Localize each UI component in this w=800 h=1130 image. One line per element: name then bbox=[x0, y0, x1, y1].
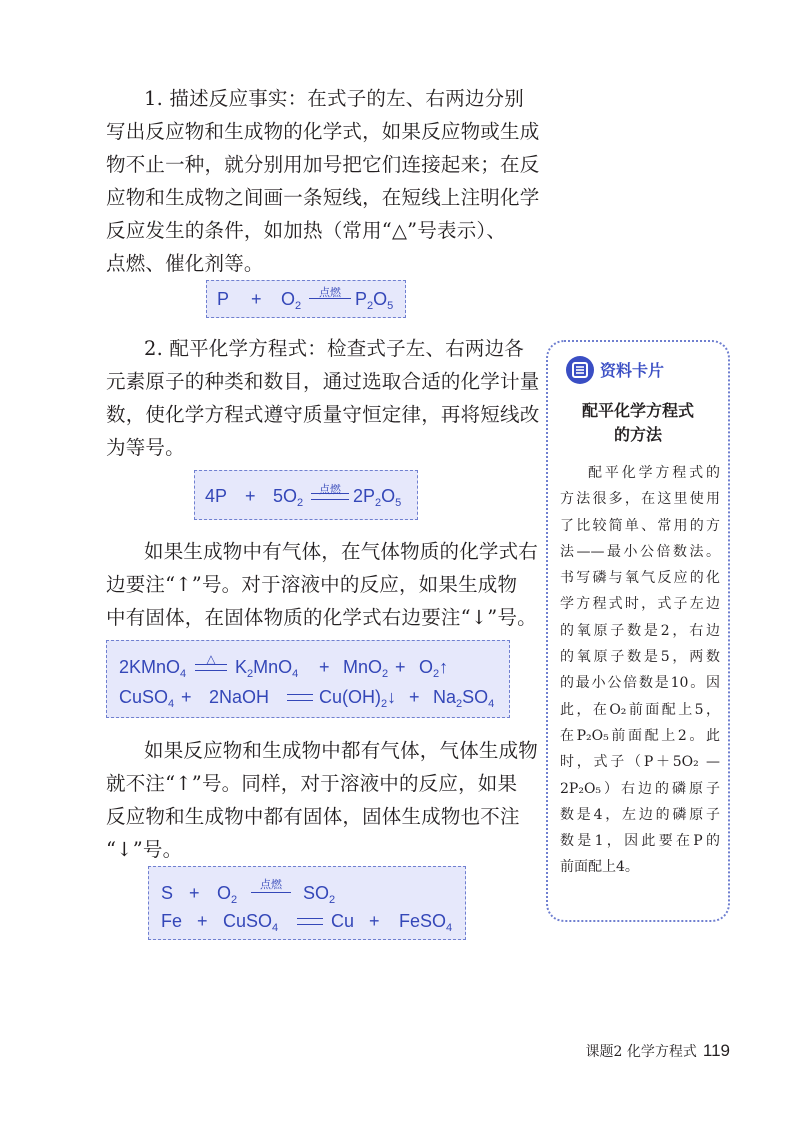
card-text-line: 书写磷与氧气反应的化 bbox=[560, 570, 720, 587]
info-card bbox=[546, 340, 730, 922]
gas-arrow-icon: ↑ bbox=[439, 657, 449, 677]
reaction-condition: 点燃 bbox=[309, 285, 351, 313]
formula: Cu bbox=[331, 911, 355, 931]
card-text-line: 此，在O₂前面配上5， bbox=[560, 701, 720, 718]
card-title: 配平化学方程式 bbox=[581, 401, 694, 420]
formula: Fe bbox=[161, 911, 183, 931]
card-text-line: 数是1，因此要在P的 bbox=[560, 833, 720, 850]
text-line: 边要注“↑”号。对于溶液中的反应，如果生成物 bbox=[106, 573, 518, 596]
chapter-title: 课题2 化学方程式 bbox=[585, 1044, 697, 1060]
formula: $O_2$ bbox=[217, 883, 238, 906]
text-line: 反应物和生成物中都有固体，固体生成物也不注 bbox=[106, 805, 520, 828]
text-line: 点燃、催化剂等。 bbox=[106, 252, 264, 275]
text-line: 1. 描述反应事实：在式子的左、右两边分别 bbox=[144, 87, 525, 110]
card-text-line: 的氧原子数是2，右边 bbox=[560, 622, 720, 639]
formula: $K_2MnO_4$ bbox=[235, 657, 299, 680]
text-line: 2. 配平化学方程式：检查式子左、右两边各 bbox=[144, 337, 525, 360]
reaction-condition: 点燃 bbox=[311, 482, 349, 510]
formula: FeSO$_4$ bbox=[399, 911, 453, 934]
text-line: 如果生成物中有气体，在气体物质的化学式右 bbox=[144, 540, 539, 563]
formula: MnO$_2$ bbox=[343, 657, 389, 680]
card-text-line: 的最小公倍数是10。因 bbox=[560, 675, 720, 692]
card-title-line2: 的方法 bbox=[613, 425, 662, 444]
formula: $Na_2SO_4$ bbox=[433, 687, 495, 710]
equation-box-p-o2-balanced bbox=[194, 470, 418, 520]
text-line: 中有固体，在固体物质的化学式右边要注“↓”号。 bbox=[106, 606, 537, 629]
equals-sign bbox=[287, 683, 313, 711]
formula: CuSO$_4$ bbox=[223, 911, 279, 934]
equals-sign bbox=[297, 907, 323, 935]
text-line: 元素原子的种类和数目，通过选取合适的化学计量 bbox=[106, 370, 540, 393]
card-text-line: 配平化学方程式的 bbox=[588, 465, 720, 481]
equation-box-s-fe bbox=[148, 866, 466, 940]
plus-sign: + bbox=[189, 883, 200, 903]
equation-box-kmno4-cuso4 bbox=[106, 640, 510, 718]
text-line: 物不止一种，就分别用加号把它们连接起来；在反 bbox=[106, 153, 540, 176]
text-line: “↓”号。 bbox=[106, 838, 183, 861]
formula: $Cu(OH)_2↓$ bbox=[319, 687, 397, 710]
formula: $O_2$ bbox=[281, 289, 302, 312]
text-line: 反应发生的条件，如加热（常用“△”号表示）、 bbox=[106, 219, 507, 242]
formula: $P_2O_5$ bbox=[355, 289, 394, 312]
page-number: 119 bbox=[702, 1041, 730, 1060]
text-line: 写出反应物和生成物的化学式，如果反应物或生成 bbox=[106, 120, 540, 143]
text-line: 如果反应物和生成物中都有气体，气体生成物 bbox=[144, 739, 539, 762]
plus-sign: + bbox=[197, 911, 208, 931]
card-text-line: 2P₂O₅）右边的磷原子 bbox=[560, 780, 720, 797]
paragraph-no-marks bbox=[106, 734, 539, 866]
equation-box-p-o2-unbalanced bbox=[206, 280, 406, 318]
formula: P bbox=[217, 289, 230, 309]
plus-sign: + bbox=[319, 657, 330, 677]
card-text-line: 的氧原子数是5，两数 bbox=[560, 649, 720, 666]
text-line: 应物和生成物之间画一条短线，在短线上注明化学 bbox=[106, 186, 540, 209]
formula: 2KMnO$_4$ bbox=[119, 657, 187, 680]
plus-sign: + bbox=[369, 911, 380, 931]
formula: CuSO$_4$ bbox=[119, 687, 175, 710]
plus-sign: + bbox=[409, 687, 420, 707]
reaction-condition: 点燃 bbox=[251, 879, 291, 907]
plus-sign: + bbox=[181, 687, 192, 707]
formula: 2NaOH bbox=[209, 687, 270, 707]
plus-sign: + bbox=[245, 486, 256, 506]
card-label: 资料卡片 bbox=[600, 361, 665, 380]
text-line: 为等号。 bbox=[106, 436, 185, 459]
card-text-line: 方法很多，在这里使用 bbox=[560, 491, 720, 508]
card-text-line: 数是4，左边的磷原子 bbox=[560, 806, 720, 823]
paragraph-balance-equation bbox=[106, 332, 540, 464]
formula: $SO_2$ bbox=[303, 883, 336, 906]
precipitate-arrow-icon: ↓ bbox=[387, 687, 397, 707]
reaction-condition: △ bbox=[195, 653, 227, 681]
formula: $2P_2O_5$ bbox=[353, 486, 402, 509]
page-footer bbox=[586, 1041, 730, 1061]
formula: $O_2↑$ bbox=[419, 657, 449, 680]
plus-sign: + bbox=[395, 657, 406, 677]
formula: S bbox=[161, 883, 174, 903]
paragraph-describe-reaction bbox=[106, 82, 540, 280]
card-text-line: 在P₂O₅前面配上2。此 bbox=[560, 727, 720, 744]
card-text-line: 前面配上4。 bbox=[560, 859, 639, 876]
formula: $5O_2$ bbox=[273, 486, 304, 509]
text-line: 数，使化学方程式遵守质量守恒定律，再将短线改 bbox=[106, 403, 540, 426]
book-icon bbox=[566, 356, 594, 384]
text-line: 就不注“↑”号。同样，对于溶液中的反应，如果 bbox=[106, 772, 518, 795]
plus-sign: + bbox=[251, 289, 262, 309]
card-text-line: 法——最小公倍数法。 bbox=[560, 543, 720, 560]
formula: 4P bbox=[205, 486, 228, 506]
card-text-line: 时，式子（P＋5O₂ — bbox=[560, 754, 720, 771]
card-body bbox=[560, 460, 720, 881]
card-text-line: 学方程式时，式子左边 bbox=[560, 596, 720, 613]
paragraph-gas-solid-marks bbox=[106, 535, 539, 634]
card-text-line: 了比较简单、常用的方 bbox=[560, 517, 720, 534]
